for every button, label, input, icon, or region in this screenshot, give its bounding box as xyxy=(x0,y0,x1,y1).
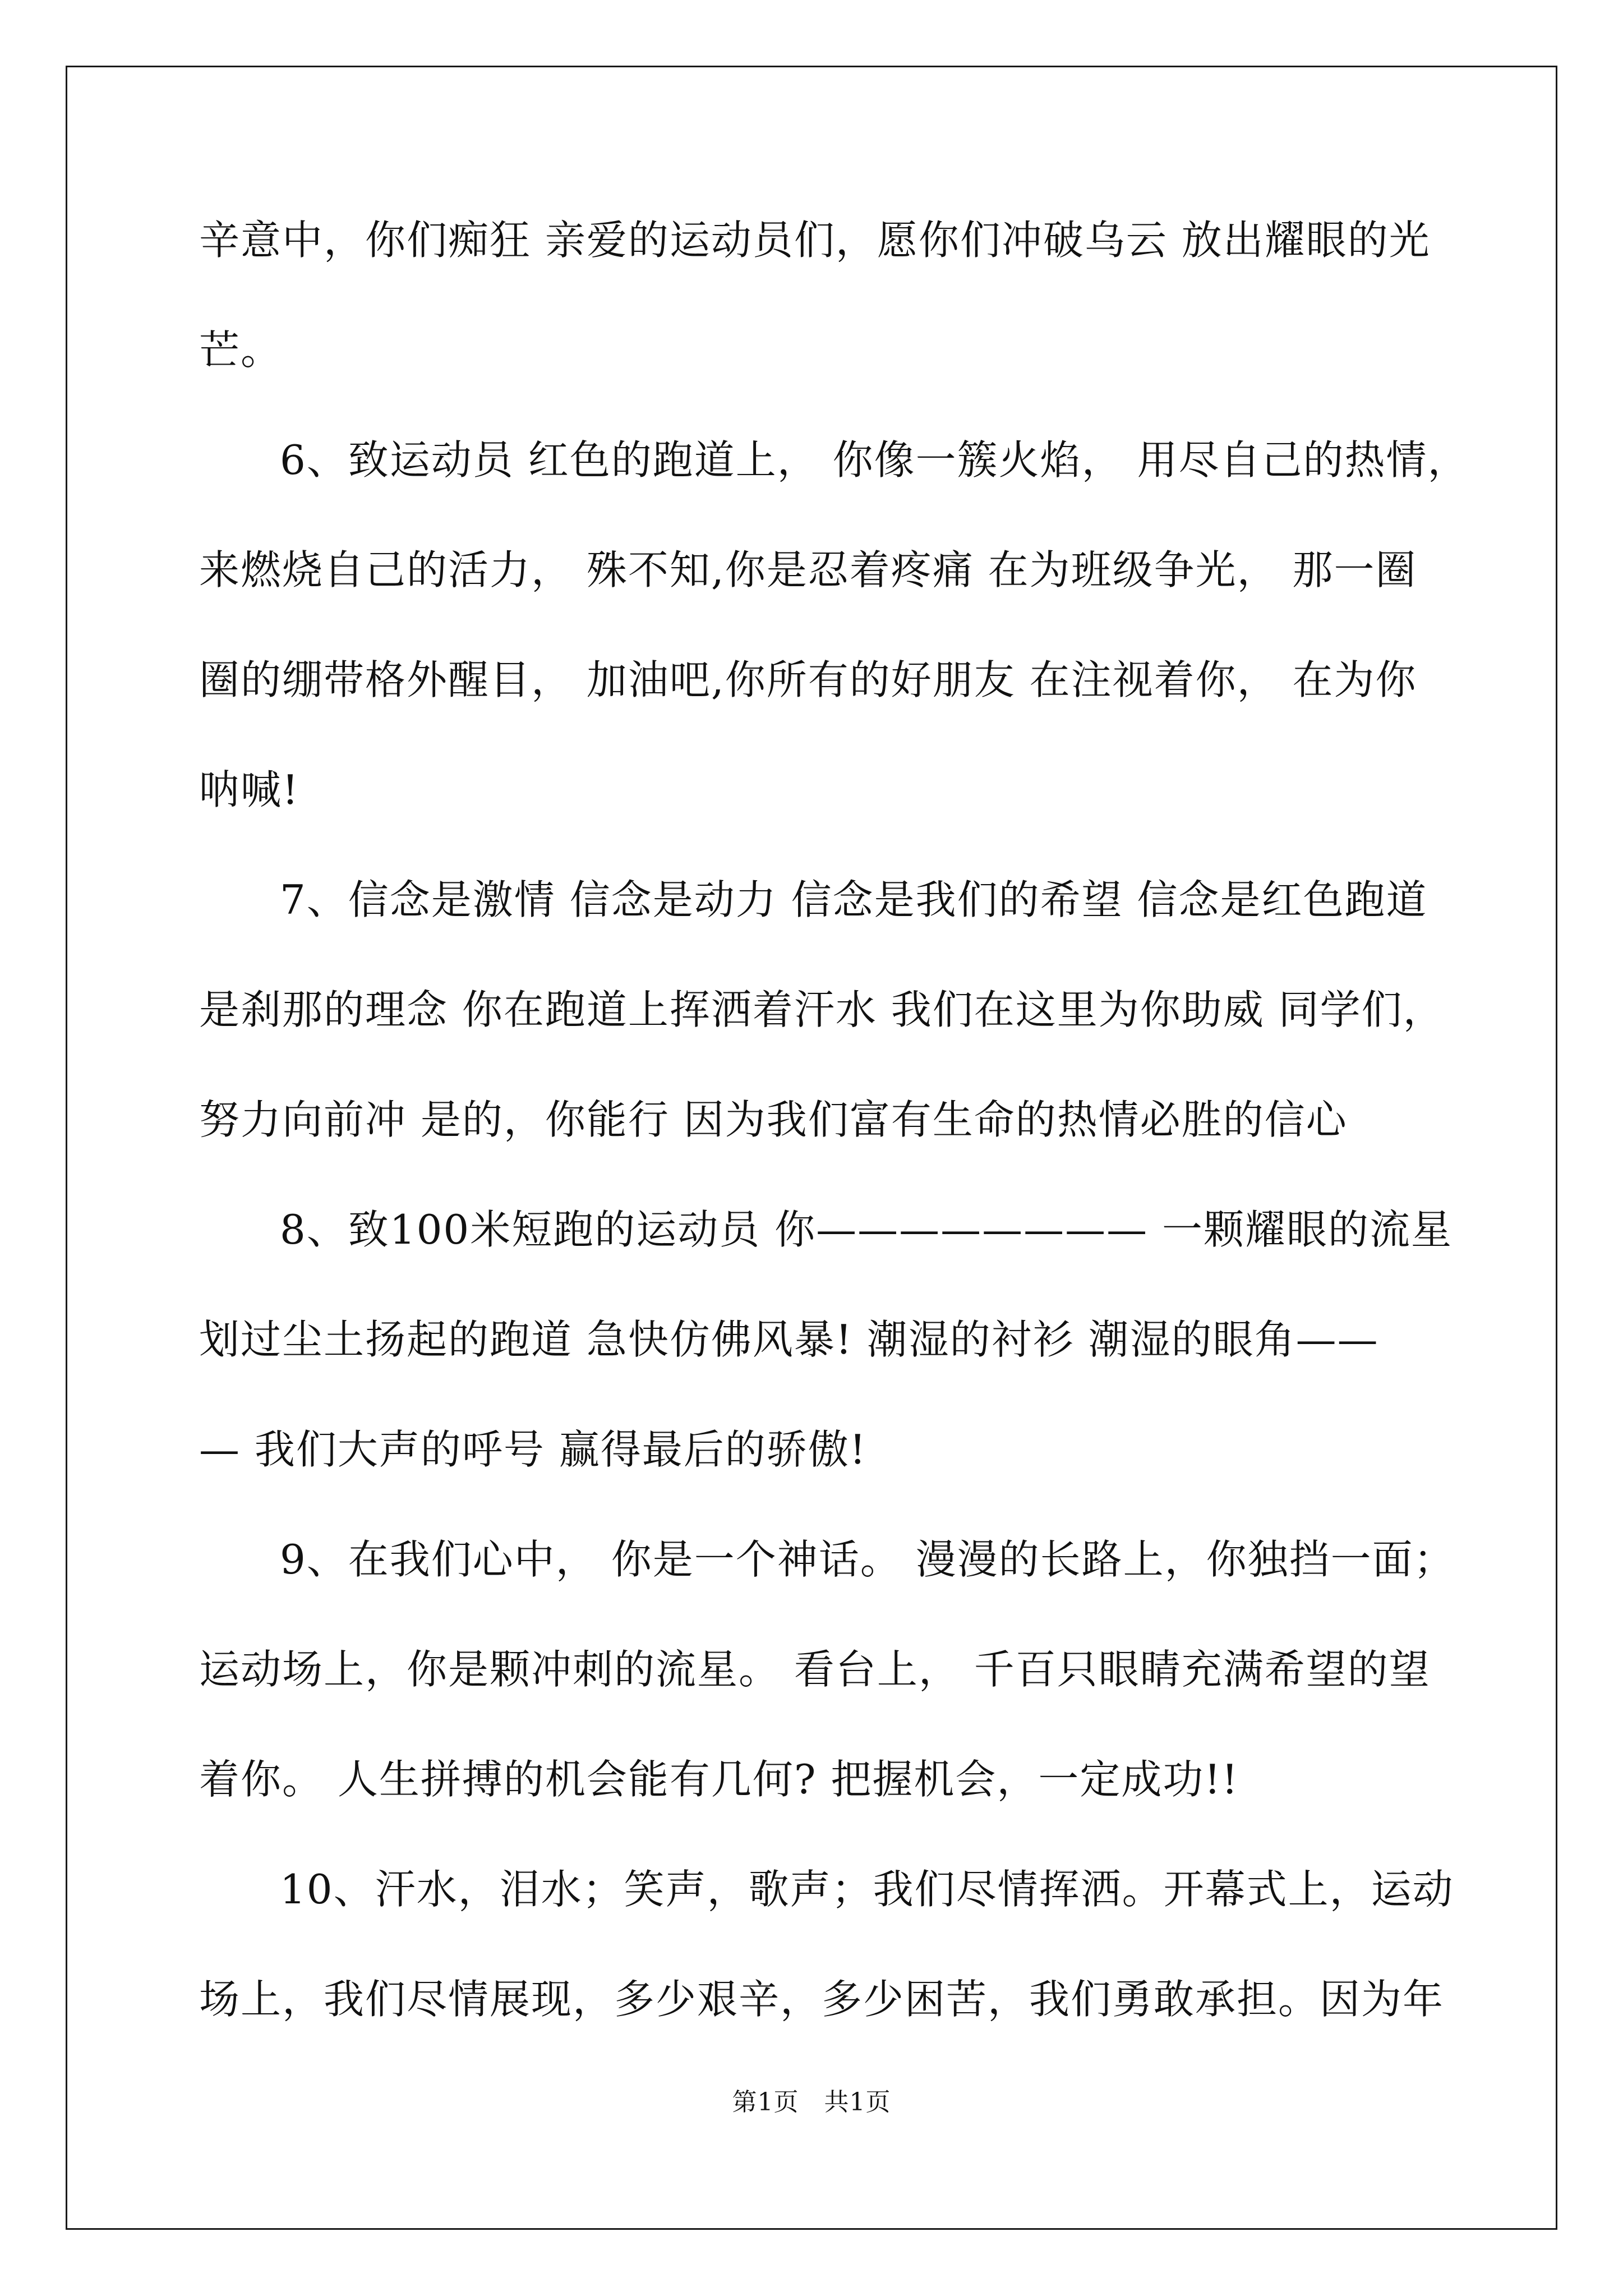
text-line-16: 10、汗水，泪水；笑声，歌声；我们尽情挥洒。开幕式上，运动 xyxy=(280,1866,1454,1913)
text-line-1: 辛意中，你们痴狂 亲爱的运动员们，愿你们冲破乌云 放出耀眼的光 xyxy=(199,217,1431,264)
text-line-9: 努力向前冲 是的，你能行 因为我们富有生命的热情必胜的信心 xyxy=(199,1096,1348,1143)
text-line-2: 芒。 xyxy=(199,326,283,374)
text-line-5: 圈的绷带格外醒目， 加油吧,你所有的好朋友 在注视着你， 在为你 xyxy=(199,656,1417,703)
text-line-7: 7、信念是激情 信念是动力 信念是我们的希望 信念是红色跑道 xyxy=(280,876,1428,923)
text-line-4: 来燃烧自己的活力， 殊不知,你是忍着疼痛 在为班级争光， 那一圈 xyxy=(199,546,1417,593)
text-line-3: 6、致运动员 红色的跑道上， 你像一簇火焰， 用尽自己的热情， xyxy=(280,436,1469,484)
text-line-11: 划过尘土扬起的跑道 急快仿佛风暴! 潮湿的衬衫 潮湿的眼角—— xyxy=(199,1316,1379,1363)
text-line-12: — 我们大声的呼号 赢得最后的骄傲! xyxy=(199,1426,867,1473)
text-line-10: 8、致100米短跑的运动员 你———————— 一颗耀眼的流星 xyxy=(280,1206,1453,1253)
text-line-13: 9、在我们心中， 你是一个神话。 漫漫的长路上，你独挡一面； xyxy=(280,1536,1455,1583)
text-line-15: 着你。 人生拼搏的机会能有几何? 把握机会，一定成功!! xyxy=(199,1756,1239,1803)
text-line-6: 呐喊! xyxy=(199,766,299,813)
text-line-14: 运动场上，你是颗冲刺的流星。 看台上， 千百只眼睛充满希望的望 xyxy=(199,1646,1431,1693)
page-footer: 第1页 共1页 xyxy=(732,2088,891,2116)
text-line-8: 是刹那的理念 你在跑道上挥洒着汗水 我们在这里为你助威 同学们， xyxy=(199,986,1445,1033)
document-body xyxy=(199,185,1469,2054)
text-line-17: 场上，我们尽情展现，多少艰辛，多少困苦，我们勇敢承担。因为年 xyxy=(199,1976,1445,2023)
